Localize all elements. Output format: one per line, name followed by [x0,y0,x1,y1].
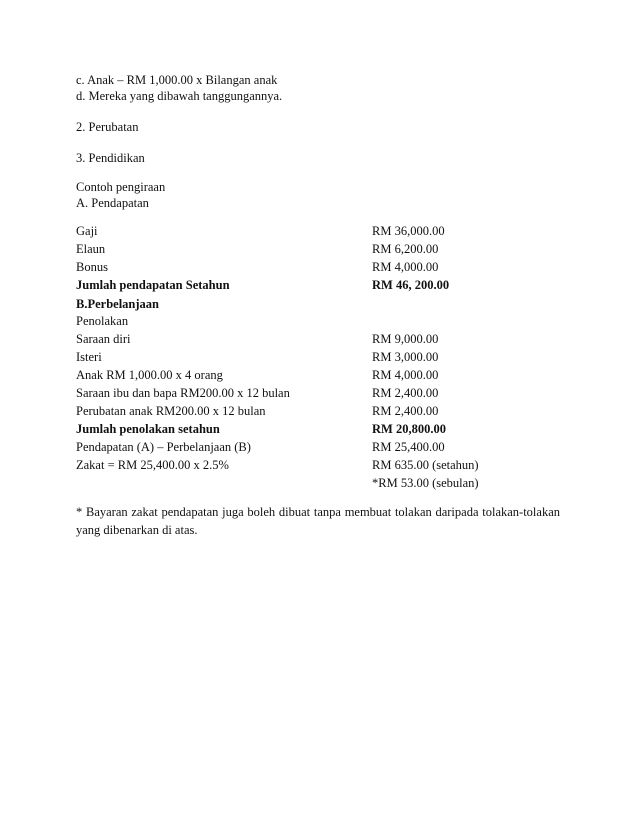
income-total-row [76,276,566,294]
row-label: Bonus [76,260,108,274]
row-label: Gaji [76,224,98,238]
row-label: Anak RM 1,000.00 x 4 orang [76,368,223,382]
row-label: Elaun [76,242,106,256]
row-label: Jumlah pendapatan Setahun [76,278,230,292]
row-value: RM 9,000.00 [372,332,439,346]
line-anak: c. Anak – RM 1,000.00 x Bilangan anak [76,73,278,87]
row-value: RM 6,200.00 [372,242,439,256]
deduction-total-row [76,420,566,438]
row-value: RM 46, 200.00 [372,278,450,292]
row-value: RM 25,400.00 [372,440,445,454]
row-label: Zakat = RM 25,400.00 x 2.5% [76,458,229,472]
row-label: Saraan ibu dan bapa RM200.00 x 12 bulan [76,386,290,400]
row-value: RM 4,000.00 [372,368,439,382]
row-label: Isteri [76,350,102,364]
row-value: RM 2,400.00 [372,404,439,418]
zakat-row [76,456,566,474]
row-value: RM 2,400.00 [372,386,439,400]
row-value: *RM 53.00 (sebulan) [372,476,479,490]
item-perubatan: 2. Perubatan [76,120,139,134]
table-row [76,384,566,402]
table-row [76,222,566,240]
section-b-subtitle: Penolakan [76,314,129,328]
row-value: RM 4,000.00 [372,260,439,274]
line-tanggungan: d. Mereka yang dibawah tanggungannya. [76,89,283,103]
table-row [76,330,566,348]
table-row [76,366,566,384]
table-row [76,438,566,456]
row-label: Saraan diri [76,332,131,346]
item-pendidikan: 3. Pendidikan [76,151,145,165]
row-label: Jumlah penolakan setahun [76,422,220,436]
table-row [76,258,566,276]
row-value: RM 635.00 (setahun) [372,458,479,472]
table-row [76,402,566,420]
row-label: Perubatan anak RM200.00 x 12 bulan [76,404,266,418]
section-a-heading: A. Pendapatan [76,196,149,210]
row-value: RM 36,000.00 [372,224,445,238]
table-row [76,348,566,366]
table-row [76,240,566,258]
row-value: RM 20,800.00 [372,422,446,436]
footnote: * Bayaran zakat pendapatan juga boleh dibuat tanpa membuat tolakan daripada tolakan-tolakan yang dibenarkan di atas. [76,505,560,537]
row-label: Pendapatan (A) – Perbelanjaan (B) [76,440,251,454]
example-title: Contoh pengiraan [76,180,166,194]
section-b-heading: B.Perbelanjaan [76,297,159,311]
row-value: RM 3,000.00 [372,350,439,364]
zakat-monthly-row [76,474,566,492]
